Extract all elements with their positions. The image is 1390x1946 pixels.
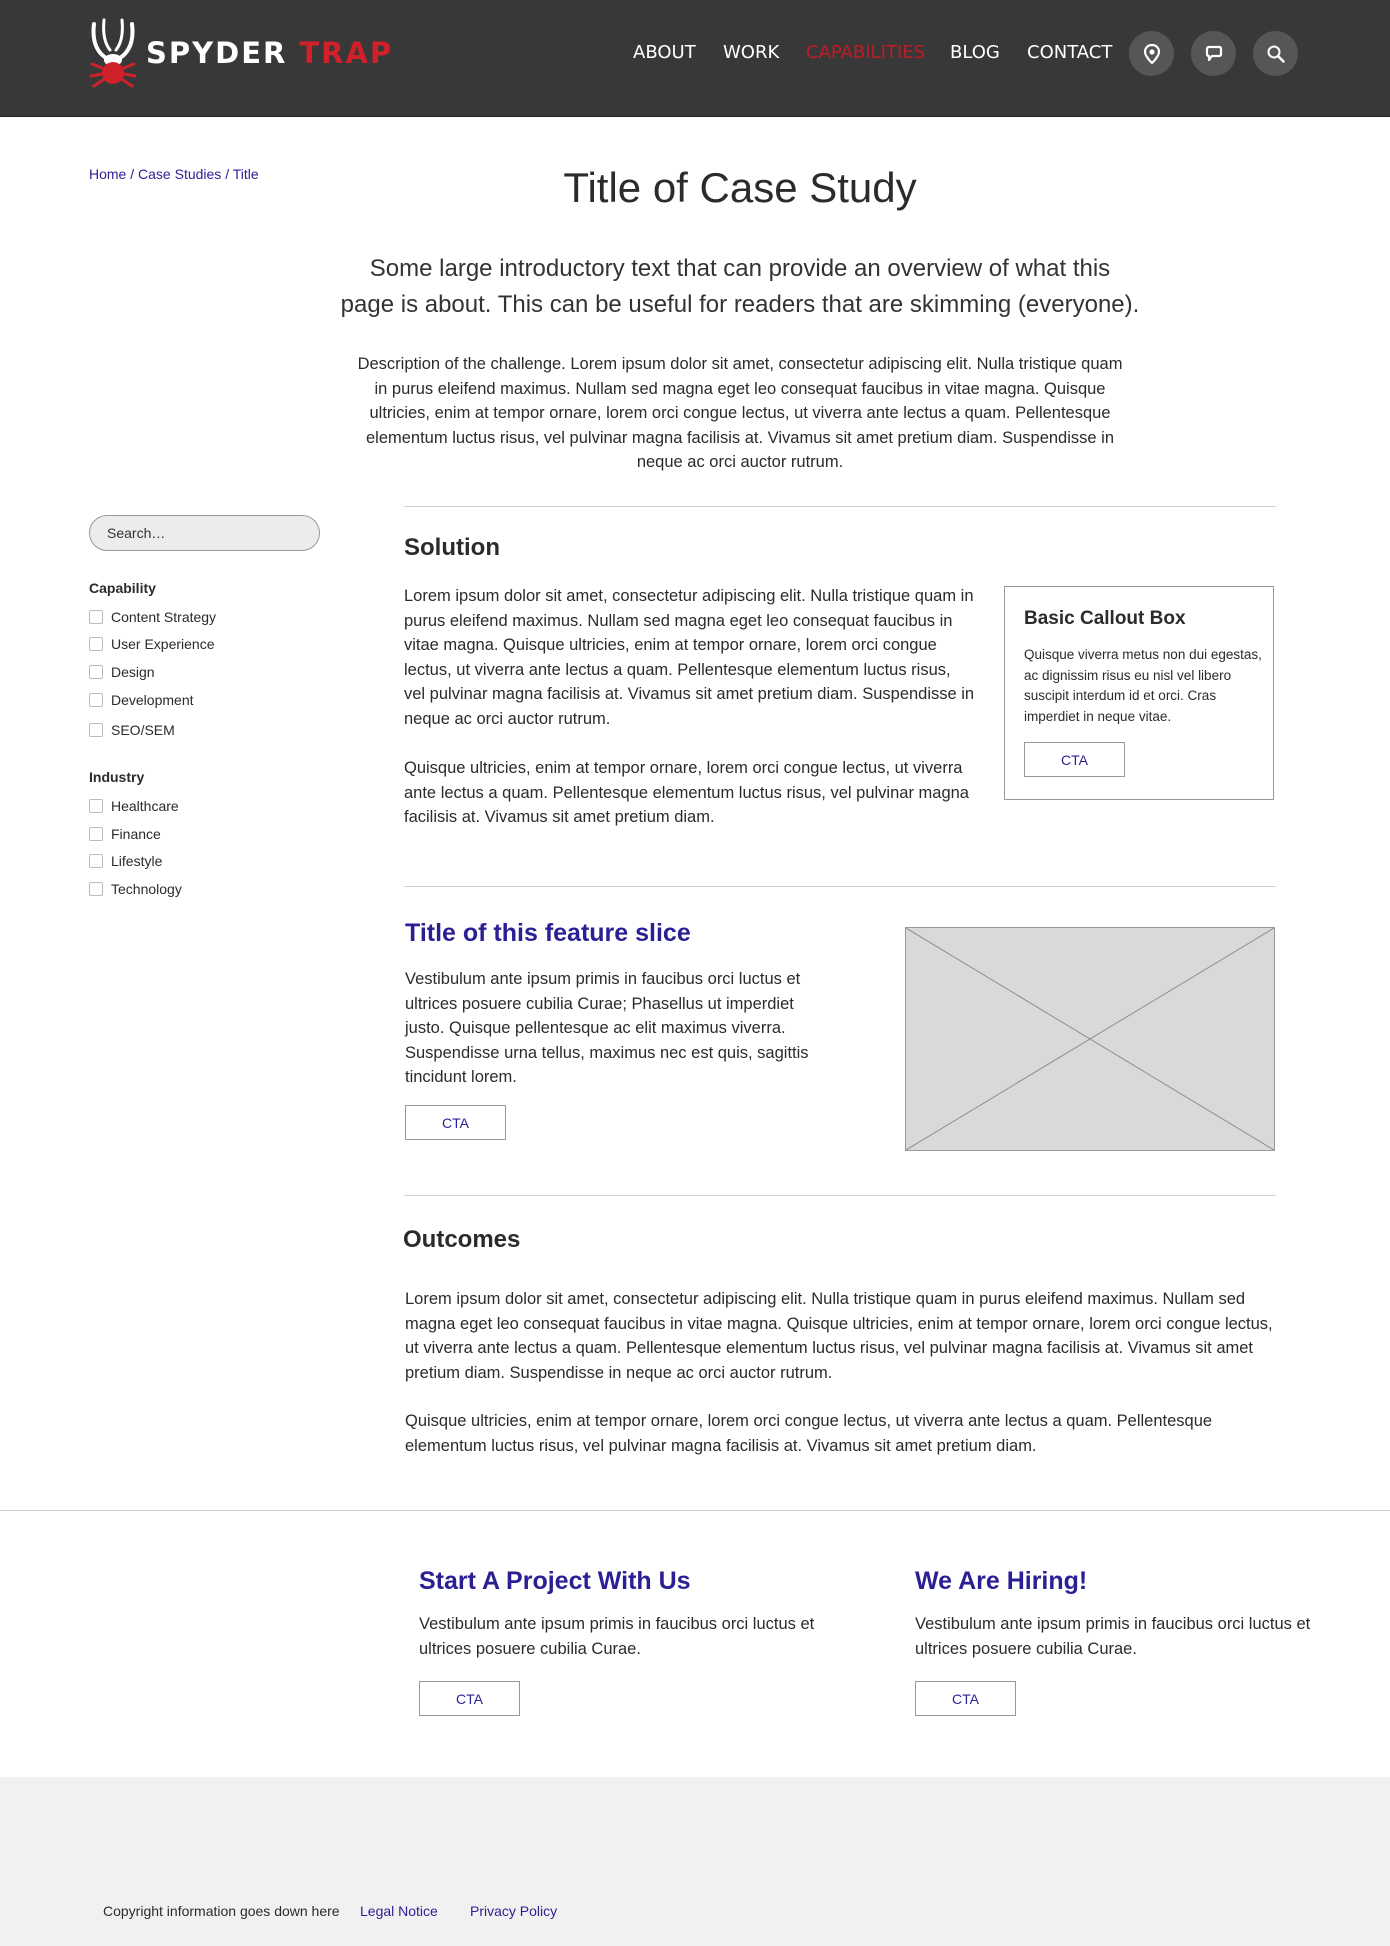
chat-button[interactable] — [1191, 31, 1236, 76]
checkbox[interactable] — [89, 693, 103, 707]
site-header — [0, 0, 1390, 117]
logo-word-spyder: SPYDER — [146, 36, 288, 70]
legal-notice-link[interactable]: Legal Notice — [360, 1903, 438, 1919]
filter-label: Finance — [111, 826, 161, 842]
divider — [404, 506, 1276, 507]
nav-contact[interactable]: CONTACT — [1027, 42, 1113, 63]
copyright-text: Copyright information goes down here — [103, 1903, 340, 1919]
filter-label: Lifestyle — [111, 853, 163, 869]
outcomes-paragraph-2: Quisque ultricies, enim at tempor ornare, lorem orci congue lectus, ut viverra ante lectus a quam. Pellentesque elementum luctus risus, vel pulvinar magna facilisis at. Vivamus sit amet pretium diam. — [405, 1412, 1213, 1455]
image-placeholder-cross — [906, 928, 1274, 1150]
filter-user-experience[interactable] — [89, 636, 215, 652]
filter-label: Healthcare — [111, 798, 179, 814]
solution-heading: Solution — [404, 534, 500, 561]
filter-label: Content Strategy — [111, 609, 217, 625]
filter-development[interactable] — [89, 692, 194, 708]
breadcrumb-home[interactable]: Home — [89, 166, 127, 182]
filter-finance[interactable] — [89, 826, 161, 842]
filter-label: Development — [111, 692, 194, 708]
checkbox[interactable] — [89, 799, 103, 813]
checkbox[interactable] — [89, 723, 103, 737]
promo-project-title: Start A Project With Us — [419, 1567, 691, 1595]
page-title: Title of Case Study — [563, 164, 917, 211]
nav-blog[interactable]: BLOG — [950, 42, 1000, 63]
checkbox[interactable] — [89, 854, 103, 868]
filter-label: Technology — [111, 881, 182, 897]
promo-hiring-text: Vestibulum ante ipsum primis in faucibus orci luctus et ultrices posuere cubilia Curae. — [915, 1615, 1311, 1658]
search-icon — [1265, 43, 1287, 65]
checkbox[interactable] — [89, 665, 103, 679]
privacy-policy-link[interactable]: Privacy Policy — [470, 1903, 558, 1919]
filter-technology[interactable] — [89, 881, 182, 897]
divider — [404, 886, 1276, 887]
challenge-description: Description of the challenge. Lorem ipsum dolor sit amet, consectetur adipiscing elit. Nulla tristique quam in purus eleifend maximus. Nullam sed magna eget leo consequat faucibus in vitae magna. Quisque ultricies, enim at tempor ornare, lorem orci congue lectus, ut viverra ante lectus a quam. Pellentesque elementum luctus risus, vel pulvinar magna facilisis at. Vivamus sit amet pretium diam. Suspendisse in neque ac orci auctor rutrum. — [357, 355, 1123, 471]
breadcrumb-case-studies[interactable]: Case Studies — [138, 166, 222, 182]
checkbox[interactable] — [89, 882, 103, 896]
location-button[interactable] — [1129, 31, 1174, 76]
promo-project-cta-button[interactable]: CTA — [419, 1681, 520, 1716]
spyder-trap-logo[interactable] — [88, 18, 393, 88]
promo-hiring-cta-button[interactable]: CTA — [915, 1681, 1016, 1716]
outcomes-heading: Outcomes — [403, 1226, 521, 1253]
search-input[interactable] — [89, 515, 320, 551]
checkbox[interactable] — [89, 610, 103, 624]
spider-logo-icon — [88, 18, 138, 88]
industry-filter-title: Industry — [89, 769, 145, 785]
intro-text: Some large introductory text that can provide an overview of what this page is about. This can be useful for readers that are skimming (everyone). — [340, 255, 1140, 318]
filter-label: SEO/SEM — [111, 722, 175, 738]
promo-hiring-title: We Are Hiring! — [915, 1567, 1088, 1595]
callout-title: Basic Callout Box — [1024, 608, 1186, 629]
site-footer — [0, 1777, 1390, 1946]
filter-label: Design — [111, 664, 155, 680]
checkbox[interactable] — [89, 827, 103, 841]
filter-lifestyle[interactable] — [89, 853, 162, 869]
callout-text: Quisque viverra metus non dui egestas, ac dignissim risus eu nisl vel libero suscipit interdum id et orci. Cras imperdiet in neque vitae. — [1024, 647, 1262, 724]
feature-cta-button[interactable]: CTA — [405, 1105, 506, 1140]
filter-content-strategy[interactable] — [89, 609, 216, 625]
outcomes-paragraph-1: Lorem ipsum dolor sit amet, consectetur adipiscing elit. Nulla tristique quam in purus eleifend maximus. Nullam sed magna eget leo consequat faucibus in vitae magna. Quisque ultricies, enim at tempor ornare, lorem orci congue lectus, ut viverra ante lectus a quam. Pellentesque elementum luctus risus, vel pulvinar magna facilisis at. Vivamus sit amet pretium diam. Suspendisse in neque ac orci auctor rutrum. — [405, 1290, 1273, 1382]
filter-design[interactable] — [89, 664, 155, 680]
solution-paragraph-2: Quisque ultricies, enim at tempor ornare, lorem orci congue lectus, ut viverra ante lectus a quam. Pellentesque elementum luctus risus, vel pulvinar magna facilisis at. Vivamus sit amet pretium diam. — [404, 759, 969, 826]
breadcrumb-separator: / — [225, 166, 230, 182]
checkbox[interactable] — [89, 637, 103, 651]
capability-filter-title: Capability — [89, 580, 156, 596]
feature-title: Title of this feature slice — [405, 919, 691, 947]
search-button[interactable] — [1253, 31, 1298, 76]
nav-work[interactable]: WORK — [723, 42, 780, 63]
logo-word-trap: TRAP — [299, 36, 394, 70]
location-pin-icon — [1141, 43, 1163, 65]
image-placeholder — [905, 927, 1275, 1151]
nav-about[interactable]: ABOUT — [633, 42, 696, 63]
filter-label: User Experience — [111, 636, 215, 652]
nav-capabilities[interactable]: CAPABILITIES — [806, 42, 925, 63]
breadcrumb-separator: / — [130, 166, 135, 182]
chat-bubble-icon — [1203, 43, 1225, 65]
callout-box — [1004, 586, 1274, 800]
solution-paragraph-1: Lorem ipsum dolor sit amet, consectetur adipiscing elit. Nulla tristique quam in purus eleifend maximus. Nullam sed magna eget leo consequat faucibus in vitae magna. Quisque ultricies, enim at tempor ornare, lorem orci congue lectus, ut viverra ante lectus a quam. Pellentesque elementum luctus risus, vel pulvinar magna facilisis at. Vivamus sit amet pretium diam. Suspendisse in neque ac orci auctor rutrum. — [404, 587, 975, 728]
filter-healthcare[interactable] — [89, 798, 179, 814]
filter-seo-sem[interactable] — [89, 722, 175, 738]
feature-text: Vestibulum ante ipsum primis in faucibus orci luctus et ultrices posuere cubilia Curae; Phasellus ut imperdiet justo. Quisque pellentesque ac elit maximus viverra. Suspendisse urna tellus, maximus nec est quis, sagittis tincidunt lorem. — [405, 970, 809, 1086]
divider — [404, 1195, 1276, 1196]
divider — [0, 1510, 1390, 1511]
breadcrumb-current: Title — [232, 166, 259, 182]
callout-cta-button[interactable]: CTA — [1024, 742, 1125, 777]
promo-project-text: Vestibulum ante ipsum primis in faucibus orci luctus et ultrices posuere cubilia Curae. — [419, 1615, 815, 1658]
logo-wordmark — [146, 36, 393, 70]
